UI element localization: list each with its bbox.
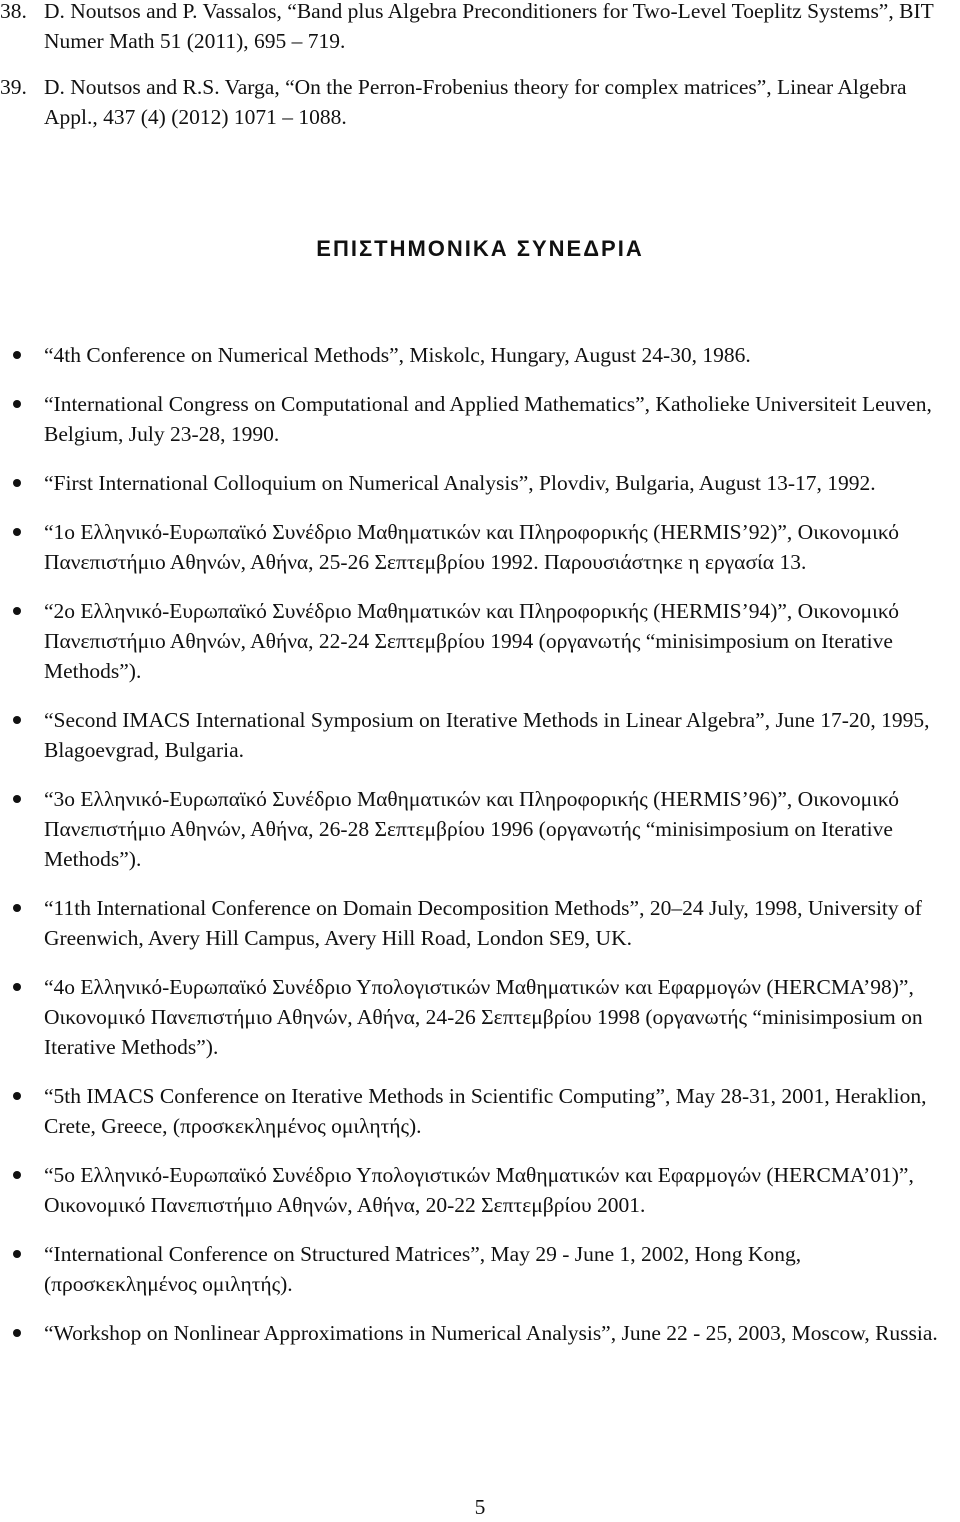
conference-text: “1ο Ελληνικό-Ευρωπαϊκό Συνέδριο Μαθηματικών και Πληροφορικής (HERMIS’92)”, Οικονομικό Πανεπιστήμιο Αθηνών, Αθήνα, 25-26 Σεπτεμβρίου 1992. Παρουσιάστηκε η εργασία 13. [44,520,900,574]
bullet-icon [13,795,21,803]
bullet-icon [13,1171,21,1179]
reference-number: 38. [0,0,27,23]
conference-item [0,468,960,498]
conference-text: “5ο Ελληνικό-Ευρωπαϊκό Συνέδριο Υπολογιστικών Μαθηματικών και Εφαρμογών (HERCMA’01)”, Οικονομικό Πανεπιστήμιο Αθηνών, Αθήνα, 20-22 Σεπτεμβρίου 2001. [44,1163,914,1217]
conference-item [0,1318,960,1348]
bullet-icon [13,607,21,615]
conference-item [0,972,960,1062]
conference-item [0,705,960,765]
bullet-icon [13,983,21,991]
conference-text: “Workshop on Nonlinear Approximations in Numerical Analysis”, June 22 - 25, 2003, Moscow, Russia. [44,1321,938,1345]
conference-text: “4th Conference on Numerical Methods”, Miskolc, Hungary, August 24-30, 1986. [44,343,751,367]
reference-list [0,0,960,132]
conference-item [0,784,960,874]
bullet-icon [13,351,21,359]
bullet-icon [13,1092,21,1100]
conference-item [0,596,960,686]
reference-number: 39. [0,75,27,99]
bullet-icon [13,1329,21,1337]
conference-item [0,517,960,577]
conference-text: “11th International Conference on Domain Decomposition Methods”, 20–24 July, 1998, University of Greenwich, Avery Hill Campus, Avery Hill Road, London SE9, UK. [44,896,922,950]
bullet-icon [13,1250,21,1258]
reference-text: D. Noutsos and P. Vassalos, “Band plus Algebra Preconditioners for Two-Level Toeplitz Systems”, BIT Numer Math 51 (2011), 695 – 719. [44,0,934,53]
conference-text: “2ο Ελληνικό-Ευρωπαϊκό Συνέδριο Μαθηματικών και Πληροφορικής (HERMIS’94)”, Οικονομικό Πανεπιστήμιο Αθηνών, Αθήνα, 22-24 Σεπτεμβρίου 1994 (οργανωτής “minisimposium on Iterative Methods”). [44,599,900,683]
section-heading: ΕΠΙΣΤΗΜΟΝΙΚΑ ΣΥΝΕΔΡΙΑ [316,236,644,261]
conference-item [0,340,960,370]
bullet-icon [13,400,21,408]
conference-text: “Second IMACS International Symposium on Iterative Methods in Linear Algebra”, June 17-20, 1995, Blagoevgrad, Bulgaria. [44,708,930,762]
conference-text: “International Conference on Structured Matrices”, May 29 - June 1, 2002, Hong Kong, (προσκεκλημένος ομιλητής). [44,1242,802,1296]
conference-text: “International Congress on Computational and Applied Mathematics”, Katholieke Universiteit Leuven, Belgium, July 23-28, 1990. [44,392,932,446]
conference-text: “5th IMACS Conference on Iterative Methods in Scientific Computing”, May 28-31, 2001, Heraklion, Crete, Greece, (προσκεκλημένος ομιλητής). [44,1084,927,1138]
conference-item [0,893,960,953]
bullet-icon [13,716,21,724]
conference-text: “First International Colloquium on Numerical Analysis”, Plovdiv, Bulgaria, August 13-17, 1992. [44,471,876,495]
conference-item [0,1081,960,1141]
reference-item [0,0,960,56]
bullet-icon [13,479,21,487]
bullet-icon [13,904,21,912]
conference-text: “3ο Ελληνικό-Ευρωπαϊκό Συνέδριο Μαθηματικών και Πληροφορικής (HERMIS’96)”, Οικονομικό Πανεπιστήμιο Αθηνών, Αθήνα, 26-28 Σεπτεμβρίου 1996 (οργανωτής “minisimposium on Iterative Methods”). [44,787,900,871]
reference-text: D. Noutsos and R.S. Varga, “On the Perron-Frobenius theory for complex matrices”, Linear Algebra Appl., 437 (4) (2012) 1071 – 1088. [44,75,907,129]
conference-item [0,1160,960,1220]
conference-item [0,1239,960,1299]
reference-item [0,72,960,132]
bullet-icon [13,528,21,536]
conference-item [0,389,960,449]
conference-list [0,340,960,1367]
page-number: 5 [474,1495,486,1519]
conference-text: “4ο Ελληνικό-Ευρωπαϊκό Συνέδριο Υπολογιστικών Μαθηματικών και Εφαρμογών (HERCMA’98)”, Οικονομικό Πανεπιστήμιο Αθηνών, Αθήνα, 24-26 Σεπτεμβρίου 1998 (οργανωτής “minisimposium on Iterative Methods”). [44,975,923,1059]
